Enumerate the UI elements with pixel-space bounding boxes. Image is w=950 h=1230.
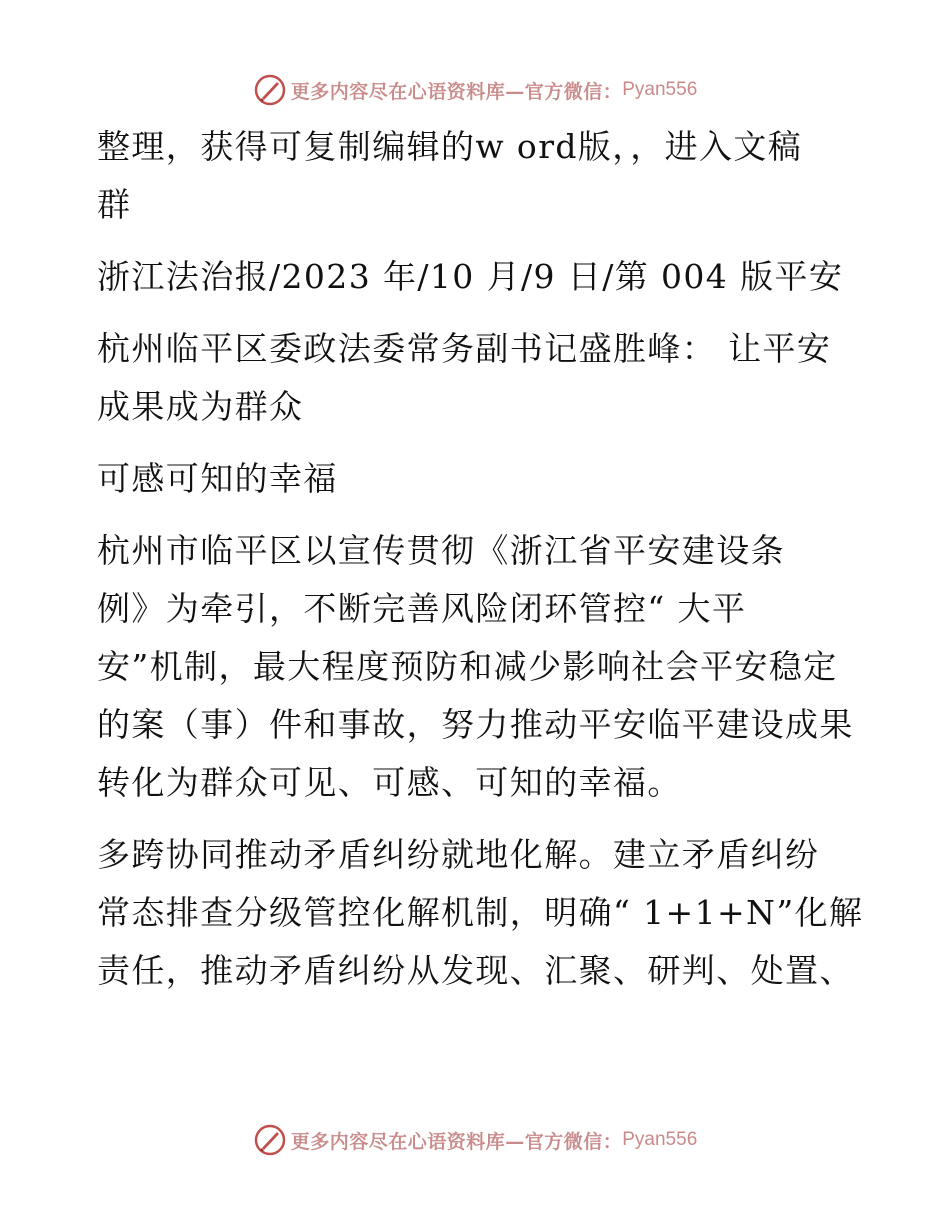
document-body xyxy=(97,118,864,1000)
text-line: 例》为牵引，不断完善风险闭环管控“ 大平 xyxy=(97,589,747,628)
quill-seal-icon xyxy=(253,1123,287,1157)
watermark-wechat-id: Pyan556 xyxy=(622,1129,698,1150)
text-line: 浙江法治报/2023 年/10 月/9 日/第 004 版平安 xyxy=(97,257,844,296)
watermark-wechat-id: Pyan556 xyxy=(622,79,698,100)
paragraph-subheadline xyxy=(97,450,857,508)
text-line: 杭州临平区委政法委常务副书记盛胜峰： 让平安 xyxy=(97,329,832,368)
text-line: 群 xyxy=(97,185,132,224)
text-line: 转化为群众可见、可感、可知的幸福。 xyxy=(97,763,682,802)
paragraph-intro xyxy=(97,118,857,234)
text-line: 责任，推动矛盾纠纷从发现、汇聚、研判、处置、 xyxy=(97,951,854,990)
text-line: 杭州市临平区以宣传贯彻《浙江省平安建设条 xyxy=(97,531,785,570)
paragraph-body-1 xyxy=(97,522,857,812)
watermark-text: 更多内容尽在心语资料库—官方微信： xyxy=(290,80,623,103)
text-line: 整理，获得可复制编辑的w ord版，，进入文稿 xyxy=(97,127,803,166)
text-line: 成果成为群众 xyxy=(97,387,304,426)
text-line: 可感可知的幸福 xyxy=(97,459,338,498)
text-line: 安”机制，最大程度预防和减少影响社会平安稳定 xyxy=(97,647,838,686)
text-line: 多跨协同推动矛盾纠纷就地化解。建立矛盾纠纷 xyxy=(97,835,820,874)
paragraph-headline xyxy=(97,320,857,436)
watermark-text: 更多内容尽在心语资料库—官方微信： xyxy=(290,1130,623,1153)
watermark-footer xyxy=(0,1120,950,1160)
quill-seal-icon xyxy=(253,73,287,107)
paragraph-body-2 xyxy=(97,826,864,1000)
paragraph-source xyxy=(97,248,857,306)
text-line: 常态排查分级管控化解机制，明确“ 1+1+N”化解 xyxy=(97,893,864,932)
watermark-header xyxy=(0,70,950,110)
text-line: 的案（事）件和事故，努力推动平安临平建设成果 xyxy=(97,705,854,744)
